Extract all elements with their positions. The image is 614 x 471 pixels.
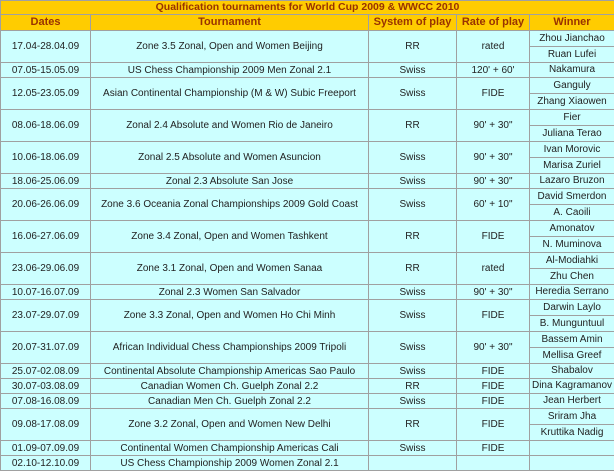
winner-name: A. Caoili: [530, 204, 614, 220]
header-rate: Rate of play: [457, 15, 530, 31]
system-cell: RR: [369, 221, 457, 253]
header-winner: Winner: [530, 15, 614, 31]
tournament-cell: Canadian Men Ch. Guelph Zonal 2.2: [91, 394, 369, 409]
system-cell: RR: [369, 409, 457, 441]
table-body: [1, 31, 614, 471]
dates-cell: 10.06-18.06.09: [1, 142, 91, 174]
system-cell: Swiss: [369, 189, 457, 221]
system-cell: Swiss: [369, 78, 457, 110]
dates-cell: 01.09-07.09.09: [1, 441, 91, 456]
dates-cell: 20.07-31.07.09: [1, 332, 91, 364]
system-cell: [369, 456, 457, 471]
header-system: System of play: [369, 15, 457, 31]
table-row: [1, 441, 614, 456]
winner-name: Heredia Serrano: [530, 285, 614, 299]
system-cell: Swiss: [369, 142, 457, 174]
winner-name: Zhang Xiaowen: [530, 93, 614, 109]
system-cell: Swiss: [369, 441, 457, 456]
winner-cell: [530, 189, 614, 221]
winner-name: Bassem Amin: [530, 332, 614, 347]
tournament-cell: Zonal 2.4 Absolute and Women Rio de Janeiro: [91, 110, 369, 142]
system-cell: Swiss: [369, 285, 457, 300]
dates-cell: 25.07-02.08.09: [1, 364, 91, 379]
rate-cell: FIDE: [457, 78, 530, 110]
winner-name: Marisa Zuriel: [530, 157, 614, 173]
tournament-cell: Zonal 2.3 Absolute San Jose: [91, 174, 369, 189]
system-cell: Swiss: [369, 63, 457, 78]
winner-cell: [530, 456, 614, 471]
rate-cell: 90' + 30": [457, 332, 530, 364]
rate-cell: FIDE: [457, 379, 530, 394]
dates-cell: 07.05-15.05.09: [1, 63, 91, 78]
dates-cell: 10.07-16.07.09: [1, 285, 91, 300]
tournament-cell: Continental Women Championship Americas Cali: [91, 441, 369, 456]
winner-name: Darwin Laylo: [530, 300, 614, 315]
winner-name: Nakamura: [530, 63, 614, 77]
tournament-cell: Zone 3.6 Oceania Zonal Championships 2009 Gold Coast: [91, 189, 369, 221]
tournament-cell: Zonal 2.3 Women San Salvador: [91, 285, 369, 300]
dates-cell: 17.04-28.04.09: [1, 31, 91, 63]
rate-cell: rated: [457, 31, 530, 63]
table-row: [1, 110, 614, 142]
dates-cell: 08.06-18.06.09: [1, 110, 91, 142]
tournament-cell: Zone 3.5 Zonal, Open and Women Beijing: [91, 31, 369, 63]
tournament-cell: Zone 3.3 Zonal, Open and Women Ho Chi Minh: [91, 300, 369, 332]
system-cell: Swiss: [369, 394, 457, 409]
winner-name: Al-Modiahki: [530, 253, 614, 268]
header-tournament: Tournament: [91, 15, 369, 31]
winner-cell: [530, 31, 614, 63]
winner-name: Ruan Lufei: [530, 46, 614, 62]
table-row: [1, 394, 614, 409]
system-cell: Swiss: [369, 174, 457, 189]
dates-cell: 23.07-29.07.09: [1, 300, 91, 332]
table-row: [1, 189, 614, 221]
table-row: [1, 221, 614, 253]
table-row: [1, 285, 614, 300]
header-dates: Dates: [1, 15, 91, 31]
winner-cell: [530, 409, 614, 441]
winner-name: Jean Herbert: [530, 394, 614, 408]
winner-name: Lazaro Bruzon: [530, 174, 614, 188]
rate-cell: 90' + 30": [457, 142, 530, 174]
table-row: [1, 253, 614, 285]
system-cell: Swiss: [369, 300, 457, 332]
dates-cell: 12.05-23.05.09: [1, 78, 91, 110]
rate-cell: 120' + 60': [457, 63, 530, 78]
winner-cell: [530, 142, 614, 174]
winner-name: Ivan Morovic: [530, 142, 614, 157]
table-row: [1, 142, 614, 174]
winner-name: David Smerdon: [530, 189, 614, 204]
winner-cell: [530, 253, 614, 285]
winner-cell: [530, 285, 614, 300]
winner-cell: [530, 332, 614, 364]
winner-cell: [530, 221, 614, 253]
winner-name: Zhu Chen: [530, 268, 614, 284]
dates-cell: 07.08-16.08.09: [1, 394, 91, 409]
rate-cell: 60' + 10": [457, 189, 530, 221]
dates-cell: 23.06-29.06.09: [1, 253, 91, 285]
dates-cell: 30.07-03.08.09: [1, 379, 91, 394]
system-cell: Swiss: [369, 332, 457, 364]
table-row: [1, 332, 614, 364]
winner-name: Zhou Jianchao: [530, 31, 614, 46]
rate-cell: FIDE: [457, 300, 530, 332]
dates-cell: 18.06-25.06.09: [1, 174, 91, 189]
table-row: [1, 364, 614, 379]
winner-cell: [530, 364, 614, 379]
system-cell: RR: [369, 110, 457, 142]
table-row: [1, 456, 614, 471]
winner-cell: [530, 63, 614, 78]
winner-name: Mellisa Greef: [530, 347, 614, 363]
rate-cell: 90' + 30": [457, 110, 530, 142]
winner-name: [530, 441, 614, 455]
system-cell: RR: [369, 31, 457, 63]
winner-name: [530, 456, 614, 470]
dates-cell: 02.10-12.10.09: [1, 456, 91, 471]
table-title: Qualification tournaments for World Cup 2009 & WWCC 2010: [1, 1, 614, 15]
rate-cell: [457, 456, 530, 471]
tournament-cell: US Chess Championship 2009 Men Zonal 2.1: [91, 63, 369, 78]
rate-cell: 90' + 30": [457, 174, 530, 189]
rate-cell: FIDE: [457, 394, 530, 409]
header-row: [1, 15, 614, 31]
dates-cell: 09.08-17.08.09: [1, 409, 91, 441]
table-row: [1, 78, 614, 110]
dates-cell: 20.06-26.06.09: [1, 189, 91, 221]
tournament-cell: Zonal 2.5 Absolute and Women Asuncion: [91, 142, 369, 174]
winner-name: Amonatov: [530, 221, 614, 236]
rate-cell: FIDE: [457, 364, 530, 379]
winner-name: Shabalov: [530, 364, 614, 378]
winner-cell: [530, 379, 614, 394]
tournament-cell: Asian Continental Championship (M & W) Subic Freeport: [91, 78, 369, 110]
system-cell: Swiss: [369, 364, 457, 379]
table-row: [1, 379, 614, 394]
winner-name: Fier: [530, 110, 614, 125]
tournament-cell: Zone 3.1 Zonal, Open and Women Sanaa: [91, 253, 369, 285]
tournament-cell: Continental Absolute Championship Americas Sao Paulo: [91, 364, 369, 379]
tournament-cell: African Individual Chess Championships 2009 Tripoli: [91, 332, 369, 364]
table-row: [1, 174, 614, 189]
winner-cell: [530, 78, 614, 110]
tournament-cell: Canadian Women Ch. Guelph Zonal 2.2: [91, 379, 369, 394]
system-cell: RR: [369, 253, 457, 285]
system-cell: RR: [369, 379, 457, 394]
winner-cell: [530, 174, 614, 189]
winner-cell: [530, 110, 614, 142]
winner-name: Sriram Jha: [530, 409, 614, 424]
tournament-cell: US Chess Championship 2009 Women Zonal 2.1: [91, 456, 369, 471]
winner-name: Juliana Terao: [530, 125, 614, 141]
table-row: [1, 409, 614, 441]
rate-cell: FIDE: [457, 441, 530, 456]
rate-cell: rated: [457, 253, 530, 285]
table-row: [1, 63, 614, 78]
winner-name: Kruttika Nadig: [530, 424, 614, 440]
winner-cell: [530, 394, 614, 409]
winner-name: N. Muminova: [530, 236, 614, 252]
table-row: [1, 300, 614, 332]
winner-name: B. Munguntuul: [530, 315, 614, 331]
winner-name: Ganguly: [530, 78, 614, 93]
rate-cell: 90' + 30": [457, 285, 530, 300]
tournament-cell: Zone 3.2 Zonal, Open and Women New Delhi: [91, 409, 369, 441]
winner-name: Dina Kagramanov: [530, 379, 614, 393]
dates-cell: 16.06-27.06.09: [1, 221, 91, 253]
table-row: [1, 31, 614, 63]
rate-cell: FIDE: [457, 409, 530, 441]
winner-cell: [530, 300, 614, 332]
winner-cell: [530, 441, 614, 456]
rate-cell: FIDE: [457, 221, 530, 253]
tournament-cell: Zone 3.4 Zonal, Open and Women Tashkent: [91, 221, 369, 253]
